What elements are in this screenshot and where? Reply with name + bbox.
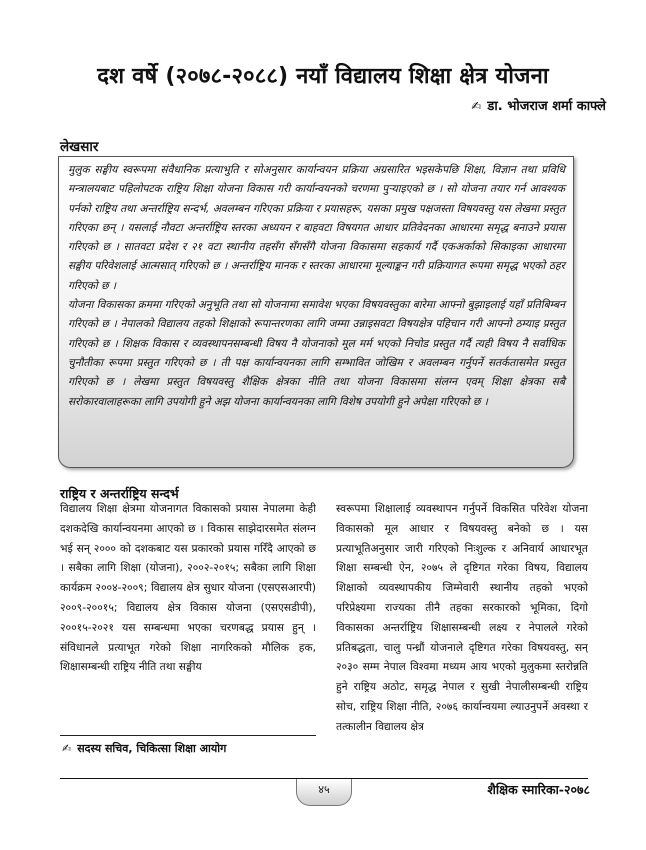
author-line [471, 96, 606, 114]
page-number: ४५ [296, 779, 352, 806]
section-heading: राष्ट्रिय र अन्तर्राष्ट्रिय सन्दर्भ [60, 486, 179, 501]
article-title: दश वर्षे (२०७८-२०८८) नयाँ विद्यालय शिक्षा क्षेत्र योजना [97, 64, 549, 89]
footnote-divider [60, 735, 316, 736]
pen-icon: ✍ [471, 99, 482, 113]
body-column-left [60, 499, 316, 735]
abstract-heading: लेखसार [60, 139, 99, 155]
body-paragraph: स्वरूपमा शिक्षालाई व्यवस्थापन गर्नुपर्ने विकसित परिवेश योजना विकासको मूल आधार र विषयवस्तु बनेको छ । यस प्रत्याभूतिअनुसार जारी गरिएको निःशुल्क र अनिवार्य आधारभूत शिक्षा सम्बन्धी ऐन, २०७५ ले दृष्टिगत गरेका विषय, विद्यालय शिक्षाको व्यवस्थापकीय जिम्मेवारी स्थानीय तहको भएको परिप्रेक्ष्यमा राज्यका तीनै तहका सरकारको भूमिका, दिगो विकासका अन्तर्राष्ट्रिय शिक्षासम्बन्धी लक्ष्य र नेपालले गरेको प्रतिबद्धता, चालु पन्ध्रौं योजनाले दृष्टिगत गरेका विषयवस्तु, सन् २०३० सम्म नेपाल विश्वमा मध्यम आय भएको मुलुकमा स्तरोन्नति हुने राष्ट्रिय अठोट, समृद्ध नेपाल र सुखी नेपालीसम्बन्धी राष्ट्रिय सोच, राष्ट्रिय शिक्षा नीति, २०७६ कार्यान्वयमा ल्याउनुपर्ने अवस्था र तत्कालीन विद्यालय क्षेत्र [336, 502, 588, 733]
pen-icon: ✍ [62, 742, 72, 755]
journal-name: शैक्षिक स्मारिका-२०७८ [487, 782, 590, 797]
author-name: डा. भोजराज शर्मा काफ्ले [487, 99, 606, 114]
abstract-paragraph: योजना विकासका क्रममा गरिएको अनुभूति तथा सो योजनामा समावेश भएका विषयवस्तुका बारेमा आफ्नो बुझाइलाई यहाँ प्रतिबिम्बन गरिएको छ । नेपालको विद्यालय तहको शिक्षाको रूपान्तरणका लागि जम्मा उन्नाइसवटा विषयक्षेत्र पहिचान गरी आफ्नो ठम्याइ प्रस्तुत गरिएको छ । शिक्षक विकास र व्यवस्थापनसम्बन्धी विषय नै योजनाको मूल मर्म भएको निचोड प्रस्तुत गर्दै त्यही विषय नै सर्वाधिक चुनौतीका रूपमा प्रस्तुत गरिएको छ । ती पक्ष कार्यान्वयनका लागि सम्भावित जोखिम र अवलम्बन गर्नुपर्ने सतर्कतासमेत प्रस्तुत गरिएको छ । लेखमा प्रस्तुत विषयवस्तु शैक्षिक क्षेत्रका नीति तथा योजना विकासमा संलग्न एवम् शिक्षा क्षेत्रका सबै सरोकारवालाहरूका लागि उपयोगी हुने अझ योजना कार्यान्वयनका लागि विशेष उपयोगी हुने अपेक्षा गरिएको छ । [68, 299, 565, 408]
body-paragraph: विद्यालय शिक्षा क्षेत्रमा योजनागत विकासको प्रयास नेपालमा केही दशकदेखि कार्यान्वयनमा आएको छ । विकास साझेदारसमेत संलग्न भई सन् २००० को दशकबाट यस प्रकारको प्रयास गरिँदै आएको छ । सबैका लागि शिक्षा (योजना), २००२-२०१५; सबैका लागि शिक्षा कार्यक्रम २००४-२००९; विद्यालय क्षेत्र सुधार योजना (एसएसआरपी) २००९-२००१५; विद्यालय क्षेत्र विकास योजना (एसएसडीपी), २००१५-२०२१ यस सम्बन्धमा भएका चरणबद्ध प्रयास हुन् । संविधानले प्रत्याभूत गरेको शिक्षा नागरिकको मौलिक हक, शिक्षासम्बन्धी राष्ट्रिय नीति तथा सङ्घीय [60, 502, 316, 674]
abstract-box [58, 156, 574, 468]
footnote [62, 741, 226, 756]
abstract-paragraph: मुलुक सङ्घीय स्वरूपमा संवैधानिक प्रत्याभुति र सोअनुसार कार्यान्वयन प्रक्रिया अग्रसारित भइसकेपछि शिक्षा, विज्ञान तथा प्रविधि मन्त्रालयबाट पहिलोपटक राष्ट्रिय शिक्षा योजना विकास गरी कार्यान्वयनको चरणमा पुऱ्याइएको छ । सो योजना तयार गर्न आवश्यक पर्नको राष्ट्रिय तथा अन्तर्राष्ट्रिय सन्दर्भ, अवलम्बन गरिएका प्रक्रिया र प्रयासहरू, यसका प्रमुख पक्षजस्ता विषयवस्तु यस लेखमा प्रस्तुत गरिएका छन् । यसलाई नौवटा अन्तर्राष्ट्रिय स्तरका अध्ययन र बाहवटा विषयगत आधार प्रतिवेदनका आधारमा समृद्ध बनाउने प्रयास गरिएको छ । सातवटा प्रदेश र २१ वटा स्थानीय तहसँग सँगसँगै योजना विकासमा सहकार्य गर्दै एकअर्काको सिकाइका आधारमा सङ्घीय परिवेशलाई आत्मसात् गरिएको छ । अन्तर्राष्ट्रिय मानक र स्तरका आधारमा मूल्याङ्कन गरी प्रक्रियागत रूपमा समृद्ध भएको ठहर गरिएको छ । [68, 164, 565, 292]
body-column-right [336, 499, 588, 775]
footnote-text: सदस्य सचिव, चिकित्सा शिक्षा आयोग [77, 742, 227, 755]
